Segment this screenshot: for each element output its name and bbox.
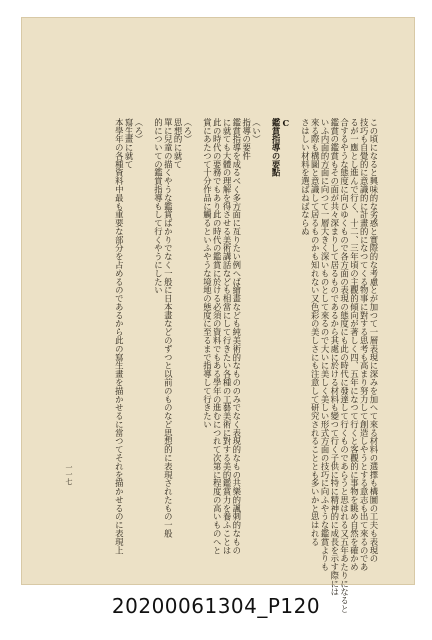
text-line: 的についての鑑賞指導もして行くやうにしたい — [153, 118, 164, 295]
text-line: 單に兒童の描くやうな鑑賞ばかりでなく一般に日本畫などのずつと以前のものなど思想的に表現されたもの一般 — [163, 118, 174, 538]
subsection-title: 指導の要件 — [241, 118, 252, 160]
text-line: 技巧も自覺的に意識的に計畫的になつてくる物事に對する思考も高まり努力して創造しやうとする意志も出て來るのであ — [359, 118, 370, 572]
subsection-title: 思想的に就て — [173, 118, 184, 169]
section-letter: C — [280, 118, 291, 128]
subsection-label: （ろ） — [133, 118, 144, 144]
text-line: 鑑賞の鑑賞もその面が共々深まりして居るものであるから其處に於ける材料も變つて行く子供に特に精神的に成長を示す際には — [329, 118, 340, 597]
subsection-label: （い） — [251, 118, 262, 144]
subsection-label: （ろ） — [182, 118, 193, 144]
text-line: 鑑賞指導を成るべく多方面に亙りたい例へば繪畫なども純美術的なもののみでなく表現的なもの共樂的諷刺的なもの — [231, 118, 242, 555]
subsection-title: 寫生畫に就て — [124, 118, 135, 169]
text-line: に就ても大體の理解を得させる美術講話なども相當にして行きたい各種の工藝美術に對する美的鑑賞力を養ふことは — [222, 118, 233, 555]
text-line: 本學年の各種資料中最も重要な部分を占めるのであるから此の寫生畫を描かせるに當つてそれを描かせるのに表現上 — [114, 118, 125, 555]
text-line: さはしい材料を選ばねばならぬ — [300, 118, 311, 236]
text-line: 此の時代の要務でもあり此の時代の鑑賞に於ける必須の資料でもある學年の進むにつれて次第に程度の高いものへと — [212, 118, 223, 555]
text-line: るが一應とし進んで行く、十二、三年頃の主觀的傾向が著しく四、五年になつて行くと客觀的に事物を眺め自然を確かめ — [349, 118, 360, 572]
page-number: 一一七 — [65, 464, 73, 485]
text-line: 來る際も構圖と意識して居るものかも知れない又色彩の美しさにも注意して研究されることとも多いかと思はれる — [310, 118, 321, 546]
text-line: この頃になると興味的な劣惑と實際的な考慮とが加つて一層表現に深みを加へて來る材料の選擇も構圖の工夫も表現の — [369, 118, 379, 563]
text-line: 賞にあたつて十分作品に觸るといふやうな境地の態度に至るまで指導して行きたい — [202, 118, 213, 429]
text-line: 合するやうな態度に向ひゆくもので各方面の表現の態度にも此の時代に發達して行くものであらうと思はれる又五年あたりになると — [339, 118, 350, 614]
section-heading: 鑑賞指導の要點 — [271, 118, 282, 177]
image-caption: 20200061304_P120 — [111, 594, 321, 618]
text-line: いふ内面的方面に向つて一層大きく深いものとして來るので大いに美しく美しい形式方面の技巧に向ふやうな鑑賞よりも — [320, 118, 331, 572]
